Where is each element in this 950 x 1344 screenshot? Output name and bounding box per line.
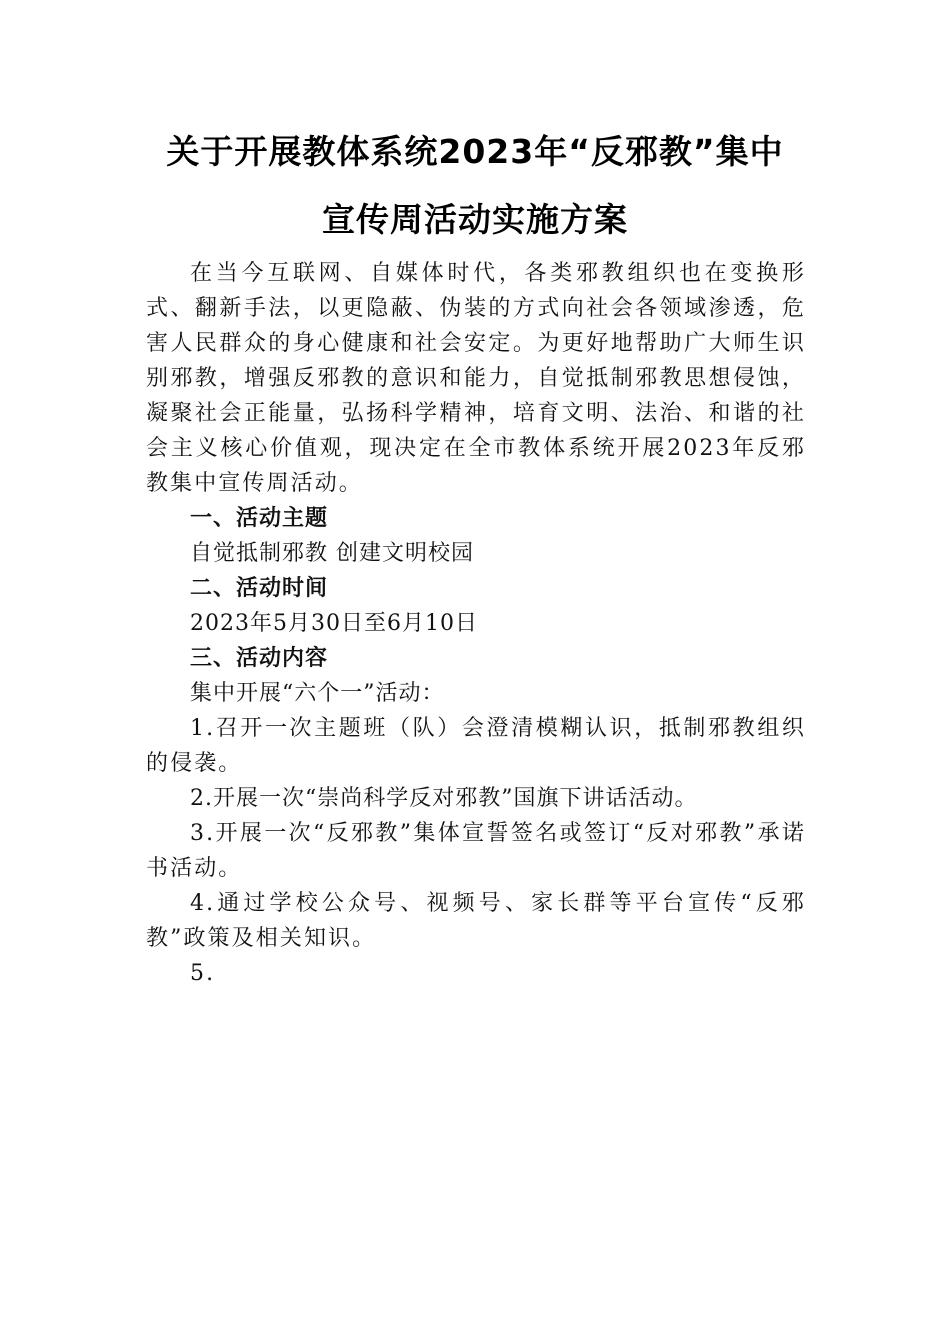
list-item: 2.开展一次“崇尚科学反对邪教”国旗下讲话活动。 — [190, 786, 698, 811]
section-3-heading: 三、活动内容 — [190, 646, 329, 671]
list-item: 1.召开一次主题班（队）会澄清模糊认识，抵制邪教组织的侵袭。 — [146, 716, 806, 776]
section-3-intro: 集中开展“六个一”活动： — [190, 681, 445, 706]
list-item: 3.开展一次“反邪教”集体宣誓签名或签订“反对邪教”承诺书活动。 — [146, 821, 806, 881]
list-item: 5. — [190, 961, 216, 986]
document-title-line-1: 关于开展教体系统2023年“反邪教”集中 — [166, 132, 784, 171]
document-title-line-2: 宣传周活动实施方案 — [322, 200, 628, 239]
section-1-heading: 一、活动主题 — [190, 506, 329, 531]
section-1-text: 自觉抵制邪教 创建文明校园 — [190, 541, 474, 566]
intro-paragraph: 在当今互联网、自媒体时代，各类邪教组织也在变换形式、翻新手法，以更隐蔽、伪装的方式向社会各领域渗透，危害人民群众的身心健康和社会安定。为更好地帮助广大师生识别邪教，增强反邪教的意识和能力，自觉抵制邪教思想侵蚀，凝聚社会正能量，弘扬科学精神，培育文明、法治、和谐的社会主义核心价值观，现决定在全市教体系统开展2023年反邪教集中宣传周活动。 — [146, 261, 806, 496]
section-2-heading: 二、活动时间 — [190, 576, 329, 601]
section-2-text: 2023年5月30日至6月10日 — [190, 611, 478, 636]
document-body — [146, 256, 806, 991]
list-item: 4.通过学校公众号、视频号、家长群等平台宣传“反邪教”政策及相关知识。 — [146, 891, 806, 951]
